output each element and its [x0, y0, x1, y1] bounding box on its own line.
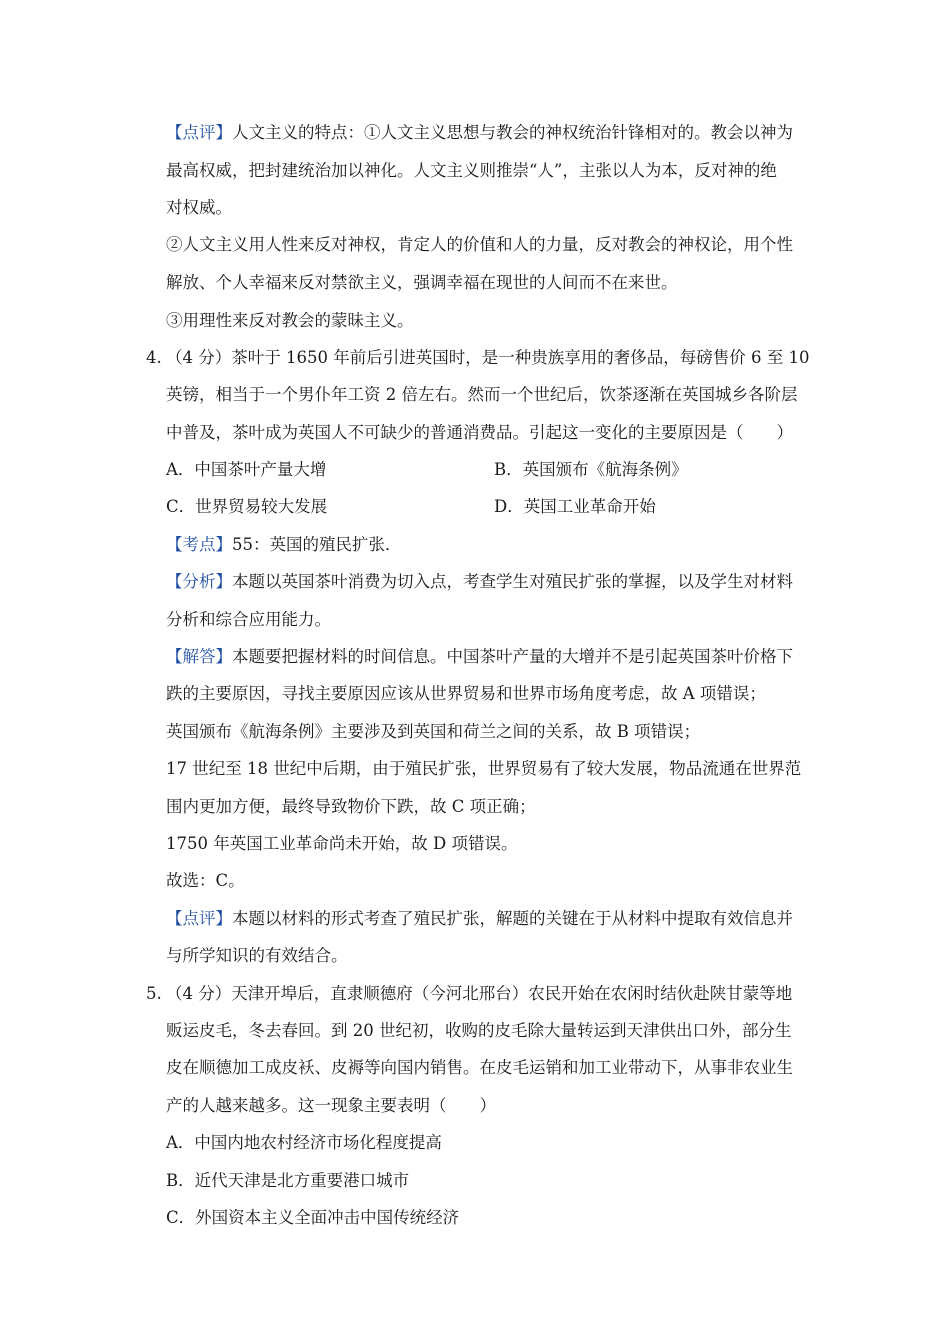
q4-point-line: 【考点】55：英国的殖民扩张．: [166, 535, 402, 554]
q5-stem-line-4: 产的人越来越多。这一现象主要表明（ ）: [166, 1096, 496, 1115]
q3-review-line-6: ③用理性来反对教会的蒙昧主义。: [166, 311, 414, 330]
q5-option-b: B．近代天津是北方重要港口城市: [166, 1171, 410, 1190]
q3-review-line-1: 【点评】人文主义的特点：①人文主义思想与教会的神权统治针锋相对的。教会以神为: [166, 123, 793, 142]
q4-option-c: C．世界贸易较大发展: [166, 497, 328, 516]
q5-stem-line-2: 贩运皮毛，冬去春回。到 20 世纪初，收购的皮毛除大量转运到天津供出口外，部分生: [166, 1021, 792, 1040]
question-number: 4.: [146, 348, 162, 367]
q5-option-c: C．外国资本主义全面冲击中国传统经济: [166, 1208, 460, 1227]
question-number: 5.: [146, 984, 162, 1003]
q4-answer-line-5: 围内更加方便，最终导致物价下跌，故 C 项正确；: [166, 797, 536, 816]
q3-review-line-4: ②人文主义用人性来反对神权，肯定人的价值和人的力量，反对教会的神权论，用个性: [166, 235, 793, 254]
q4-answer-line-1: 【解答】本题要把握材料的时间信息。中国茶叶产量的大增并不是引起英国茶叶价格下: [166, 647, 793, 666]
q3-review-line-3: 对权威。: [166, 198, 232, 217]
analysis-tag: 【分析】: [166, 572, 232, 591]
q3-review-line-5: 解放、个人幸福来反对禁欲主义，强调幸福在现世的人间而不在来世。: [166, 273, 678, 292]
q4-answer-line-2: 跌的主要原因，寻找主要原因应该从世界贸易和世界市场角度考虑，故 A 项错误；: [166, 684, 766, 703]
q4-option-a: A．中国茶叶产量大增: [166, 460, 327, 479]
q4-stem-line-1: （4 分）茶叶于 1650 年前后引进英国时，是一种贵族享用的奢侈品，每磅售价 6 至 10: [166, 348, 810, 367]
review-tag: 【点评】: [166, 909, 232, 928]
q4-analysis-line-2: 分析和综合应用能力。: [166, 610, 331, 629]
q4-stem-line-3: 中普及，茶叶成为英国人不可缺少的普通消费品。引起这一变化的主要原因是（ ）: [166, 423, 793, 442]
review-tag: 【点评】: [166, 123, 232, 142]
q4-option-b: B．英国颁布《航海条例》: [494, 460, 688, 479]
q4-choice: 故选：C。: [166, 871, 245, 890]
answer-tag: 【解答】: [166, 647, 232, 666]
q4-answer-line-4: 17 世纪至 18 世纪中后期，由于殖民扩张，世界贸易有了较大发展，物品流通在世界范: [166, 759, 802, 778]
q4-review-line-1: 【点评】本题以材料的形式考查了殖民扩张，解题的关键在于从材料中提取有效信息并: [166, 909, 793, 928]
q4-analysis-line-1: 【分析】本题以英国茶叶消费为切入点，考查学生对殖民扩张的掌握，以及学生对材料: [166, 572, 793, 591]
q4-answer-line-3: 英国颁布《航海条例》主要涉及到英国和荷兰之间的关系，故 B 项错误；: [166, 722, 701, 741]
q4-option-d: D．英国工业革命开始: [494, 497, 656, 516]
q5-stem-line-1: （4 分）天津开埠后，直隶顺德府（今河北邢台）农民开始在农闲时结伙赴陕甘蒙等地: [166, 984, 793, 1003]
q5-option-a: A．中国内地农村经济市场化程度提高: [166, 1133, 442, 1152]
q5-stem-line-3: 皮在顺德加工成皮袄、皮褥等向国内销售。在皮毛运销和加工业带动下，从事非农业生: [166, 1058, 793, 1077]
point-tag: 【考点】: [166, 535, 232, 554]
q4-stem-line-2: 英镑，相当于一个男仆年工资 2 倍左右。然而一个世纪后，饮茶逐渐在英国城乡各阶层: [166, 385, 798, 404]
q4-review-line-2: 与所学知识的有效结合。: [166, 946, 348, 965]
q3-review-line-2: 最高权威，把封建统治加以神化。人文主义则推崇“人”，主张以人为本，反对神的绝: [166, 161, 777, 180]
q4-answer-line-6: 1750 年英国工业革命尚未开始，故 D 项错误。: [166, 834, 518, 853]
